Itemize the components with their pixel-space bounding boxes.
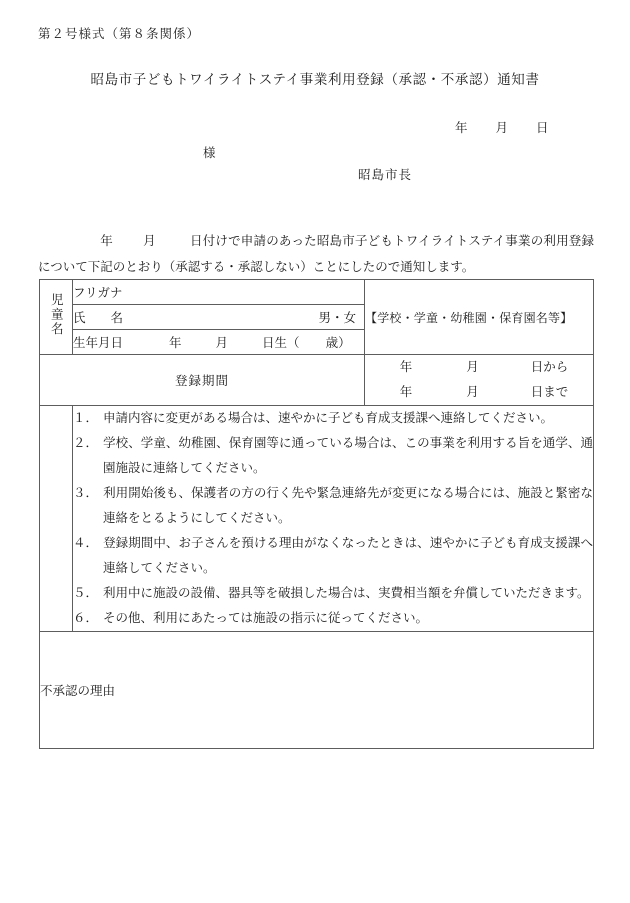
note-text: その他、利用にあたっては施設の指示に従ってください。	[103, 611, 429, 625]
list-item	[73, 431, 593, 481]
note-number: ２．	[73, 436, 99, 450]
note-number: ６．	[73, 611, 99, 625]
list-item	[73, 606, 593, 631]
form-number: 第２号様式（第８条関係）	[38, 27, 201, 41]
dob-year: 年	[169, 336, 182, 350]
note-text: 利用中に施設の設備、器具等を破損した場合は、実費相当額を弁償していただきます。	[103, 586, 590, 600]
list-item	[73, 481, 593, 531]
table-row-notes	[40, 406, 594, 632]
name-label: 氏 名	[73, 311, 124, 325]
issue-date-day: 日	[536, 121, 549, 135]
note-text: 登録期間中、お子さんを預ける理由がなくなったときは、速やかに子ども育成支援課へ連絡してください。	[103, 536, 593, 575]
period-from-year: 年	[399, 360, 413, 374]
body-paragraph	[38, 228, 594, 280]
note-text: 申請内容に変更がある場合は、速やかに子ども育成支援課へ連絡してください。	[103, 411, 554, 425]
child-name-header	[40, 280, 73, 355]
dob-day: 日生（	[262, 336, 300, 350]
period-from-month: 月	[466, 360, 479, 374]
dob-age: 歳）	[325, 336, 351, 350]
period-to-day: 日まで	[530, 385, 569, 399]
dob-label: 生年月日	[73, 336, 124, 350]
addressee-suffix: 様	[203, 146, 216, 160]
note-text: 利用開始後も、保護者の方の行く先や緊急連絡先が変更になる場合には、施設と緊密な連絡をとるようにしてください。	[103, 486, 593, 525]
notification-table	[39, 279, 594, 749]
note-text: 学校、学童、幼稚園、保育園等に通っている場合は、この事業を利用する旨を通学、通園施設に連絡してください。	[103, 436, 593, 475]
period-from-day: 日から	[530, 360, 569, 374]
school-field[interactable]: 【学校・学童・幼稚園・保育園名等】	[365, 280, 594, 355]
notes-spacer	[40, 406, 73, 632]
notes-list	[73, 406, 593, 631]
note-number: １．	[73, 411, 99, 425]
child-name-header-label: 児童名	[49, 293, 64, 337]
name-field[interactable]	[73, 305, 365, 330]
issuer-name: 昭島市長	[358, 168, 413, 182]
period-to-month: 月	[466, 385, 479, 399]
list-item	[73, 531, 593, 581]
body-date-year: 年	[100, 234, 113, 248]
table-row-period	[40, 355, 594, 406]
notes-section	[73, 406, 594, 632]
table-row-furigana	[40, 280, 594, 305]
period-label: 登録期間	[40, 355, 365, 406]
dob-month: 月	[215, 336, 229, 350]
furigana-field[interactable]: フリガナ	[73, 280, 365, 305]
gender-choice[interactable]: 男・女	[318, 311, 356, 325]
table-row-reason	[40, 632, 594, 749]
note-number: ５．	[73, 586, 99, 600]
list-item	[73, 406, 593, 431]
issue-date-year: 年	[455, 121, 468, 135]
issue-date-month: 月	[495, 121, 509, 135]
period-value-field[interactable]	[365, 355, 594, 406]
note-number: ３．	[73, 486, 99, 500]
issue-date-line	[455, 118, 549, 136]
list-item	[73, 581, 593, 606]
period-to-year: 年	[399, 385, 413, 399]
note-number: ４．	[73, 536, 99, 550]
page-title: 昭島市子どもトワイライトステイ事業利用登録（承認・不承認）通知書	[90, 72, 540, 87]
body-date-month: 月	[142, 234, 156, 248]
body-text: 日付けで申請のあった昭島市子どもトワイライトステイ事業の利用登録について下記のとおり（承認する・承認しない）ことにしたので通知します。	[38, 234, 594, 274]
rejection-reason-field[interactable]: 不承認の理由	[40, 632, 594, 749]
dob-field[interactable]	[73, 330, 365, 355]
